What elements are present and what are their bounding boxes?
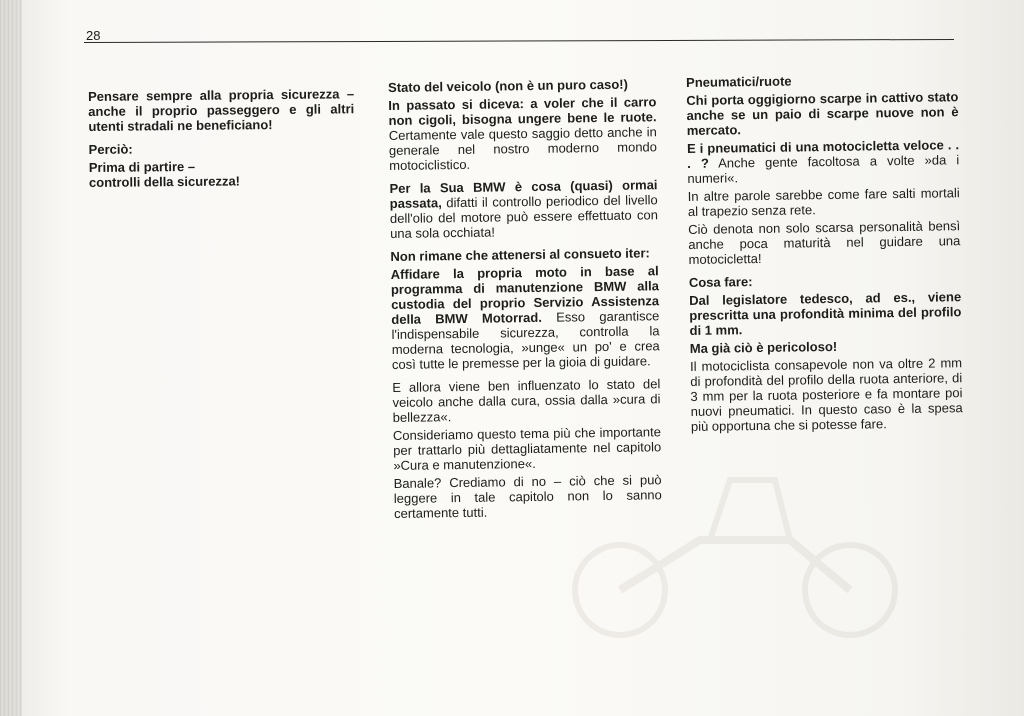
vehicle-paragraph-7: Banale? Crediamo di no – ciò che si può leggere in tale capitolo non lo sanno certamente tutti. [393,472,662,521]
safety-heading [89,157,355,190]
tyres-subhead: Cosa fare: [688,274,753,290]
column-intro [88,86,355,190]
tyres-paragraph-5: Dal legislatore tedesco, ad es., viene prescritta una profondità minima del profilo di 1 mm. [689,289,962,338]
vehicle-paragraph-4-text: Esso garantisce l'indispensabile sicurezza, controlla la moderna tecnologia, »unge« un po' e crea così tutte le premesse per la gioia di guidare. [391,308,660,372]
tyres-paragraph-6: Ma già ciò è pericoloso! [689,338,838,356]
tyres-paragraph-2 [687,137,960,186]
vehicle-paragraph-4-lead: Affidare la propria moto in base al programma di manutenzione BMW alla custodia del proprio Servizio Assistenza della BMW Motorrad. [390,263,660,327]
vehicle-paragraph-1 [388,94,657,173]
intro-subhead: Perciò: [88,141,133,157]
column-vehicle-condition [388,76,662,529]
vehicle-paragraph-1-lead: In passato si diceva: a voler che il carro non cigoli, bisogna ungere bene le ruote. [388,94,657,128]
safety-heading-line-2: controlli della sicurezza! [88,173,241,190]
tyres-paragraph-2-text: Anche gente facoltosa a volte »da i numeri«. [687,152,960,186]
tyres-paragraph-3: In altre parole sarebbe come fare salti mortali al trapezio senza rete. [687,185,960,219]
vehicle-paragraph-2-lead: Per la Sua BMW è cosa (quasi) ormai passata, [389,177,658,211]
intro-paragraph: Pensare sempre alla propria sicurezza – anche il proprio passeggero e gli altri utenti stradali ne beneficiano! [88,86,355,134]
page-number: 28 [86,28,101,43]
column-tyres [686,71,963,442]
header-rule [84,39,954,43]
vehicle-paragraph-5: E allora viene ben influenzato lo stato del veicolo anche dalla cura, ossia dalla »cura di bellezza«. [392,376,661,425]
tyres-paragraph-2-lead: E i pneumatici di una motocicletta veloce . . . ? [686,137,960,171]
vehicle-condition-title: Stato del veicolo (non è un puro caso!) [388,76,628,95]
vehicle-paragraph-2-text: difatti il controllo periodico del livello dell'olio del motore può essere effettuato con una sola occhiata! [389,192,659,241]
page-binding-edge [0,0,22,716]
vehicle-paragraph-1-text: Certamente vale questo saggio detto anche in generale nel nostro moderno mondo motociclistico. [388,124,658,173]
safety-heading-line-1: Prima di partire – [88,158,196,175]
tyres-title: Pneumatici/ruote [686,73,792,90]
tyres-paragraph-7: Il motociclista consapevole non va oltre 2 mm di profondità del profilo della ruota anteriore, di 3 mm per la ruota posteriore e fa montare poi nuovi pneumatici. In questo caso è la spesa più opportuna che si potesse fare. [689,355,963,434]
vehicle-paragraph-2 [389,177,658,241]
vehicle-paragraph-6: Consideriamo questo tema più che importante per trattarlo più dettagliatamente nel capitolo »Cura e manutenzione«. [392,424,662,473]
vehicle-paragraph-4 [391,263,660,372]
tyres-paragraph-1: Chi porta oggigiorno scarpe in cattivo stato anche se un paio di scarpe nuove non è mercato. [686,89,959,138]
tyres-paragraph-4: Ciò denota non solo scarsa personalità bensì anche poca maturità nel guidare una motocicletta! [688,218,961,267]
vehicle-paragraph-3: Non rimane che attenersi al consueto iter: [390,245,650,264]
